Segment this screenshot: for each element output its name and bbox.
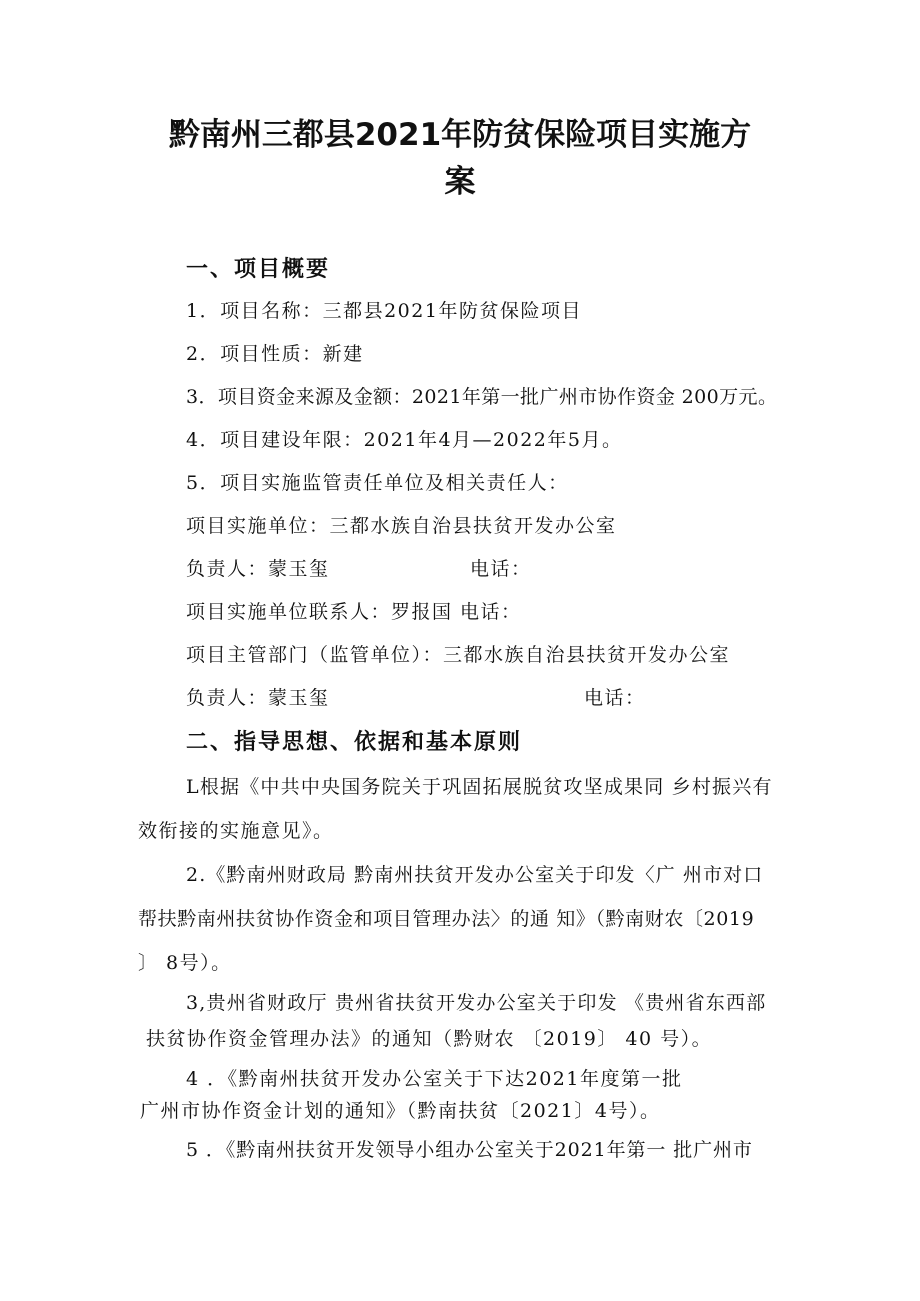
- person1-phone: 电话：: [470, 558, 532, 580]
- project-period-item: 4．项目建设年限：2021年4月—2022年5月。: [186, 429, 623, 451]
- person1-label: 负责人：蒙玉玺: [186, 558, 330, 580]
- basis4-line1: 4 ．《黔南州扶贫开发办公室关于下达2021年度第一批: [186, 1068, 683, 1090]
- supervisor-line: 项目主管部门（监管单位）：三都水族自治县扶贫开发办公室: [186, 644, 731, 666]
- basis5-line1: 5 ．《黔南州扶贫开发领导小组办公室关于2021年第一 批广州市: [186, 1139, 753, 1161]
- project-responsibility-item: 5．项目实施监管责任单位及相关责任人：: [186, 472, 569, 494]
- basis3-line2: 扶贫协作资金管理办法》的通知（黔财农 〔2019〕 40 号）。: [146, 1028, 713, 1050]
- project-funding-item: 3．项目资金来源及金额：2021年第一批广州市协作资金 200万元。: [186, 386, 778, 408]
- project-nature-item: 2．项目性质：新建: [186, 343, 364, 365]
- basis3-line1: 3,贵州省财政厅 贵州省扶贫开发办公室关于印发 《贵州省东西部: [186, 992, 767, 1014]
- person2-phone: 电话：: [584, 687, 646, 709]
- section1-heading: 一、项目概要: [186, 256, 331, 282]
- person2-label: 负责人：蒙玉玺: [186, 687, 330, 709]
- basis4-line2: 广州市协作资金计划的通知》（黔南扶贫〔2021〕4号）。: [140, 1100, 661, 1122]
- document-title-line2: 案: [444, 164, 476, 200]
- impl-unit-line: 项目实施单位：三都水族自治县扶贫开发办公室: [186, 515, 617, 537]
- basis1-line1: L根据《中共中央国务院关于巩固拓展脱贫攻坚成果同 乡村振兴有: [186, 776, 773, 798]
- document-title-line1: 黔南州三都县2021年防贫保险项目实施方: [168, 117, 752, 153]
- basis2-line2: 帮扶黔南州扶贫协作资金和项目管理办法〉的通 知》（黔南财农〔2019: [138, 908, 755, 930]
- basis1-line2: 效衔接的实施意见》。: [138, 820, 334, 842]
- section2-heading: 二、指导思想、依据和基本原则: [186, 729, 523, 755]
- project-name-item: 1．项目名称：三都县2021年防贫保险项目: [186, 300, 582, 322]
- basis2-line1: 2.《黔南州财政局 黔南州扶贫开发办公室关于印发〈广 州市对口: [186, 864, 764, 886]
- contact-line: 项目实施单位联系人：罗报国 电话：: [186, 601, 522, 623]
- basis2-line3: 〕 8号）。: [138, 952, 232, 974]
